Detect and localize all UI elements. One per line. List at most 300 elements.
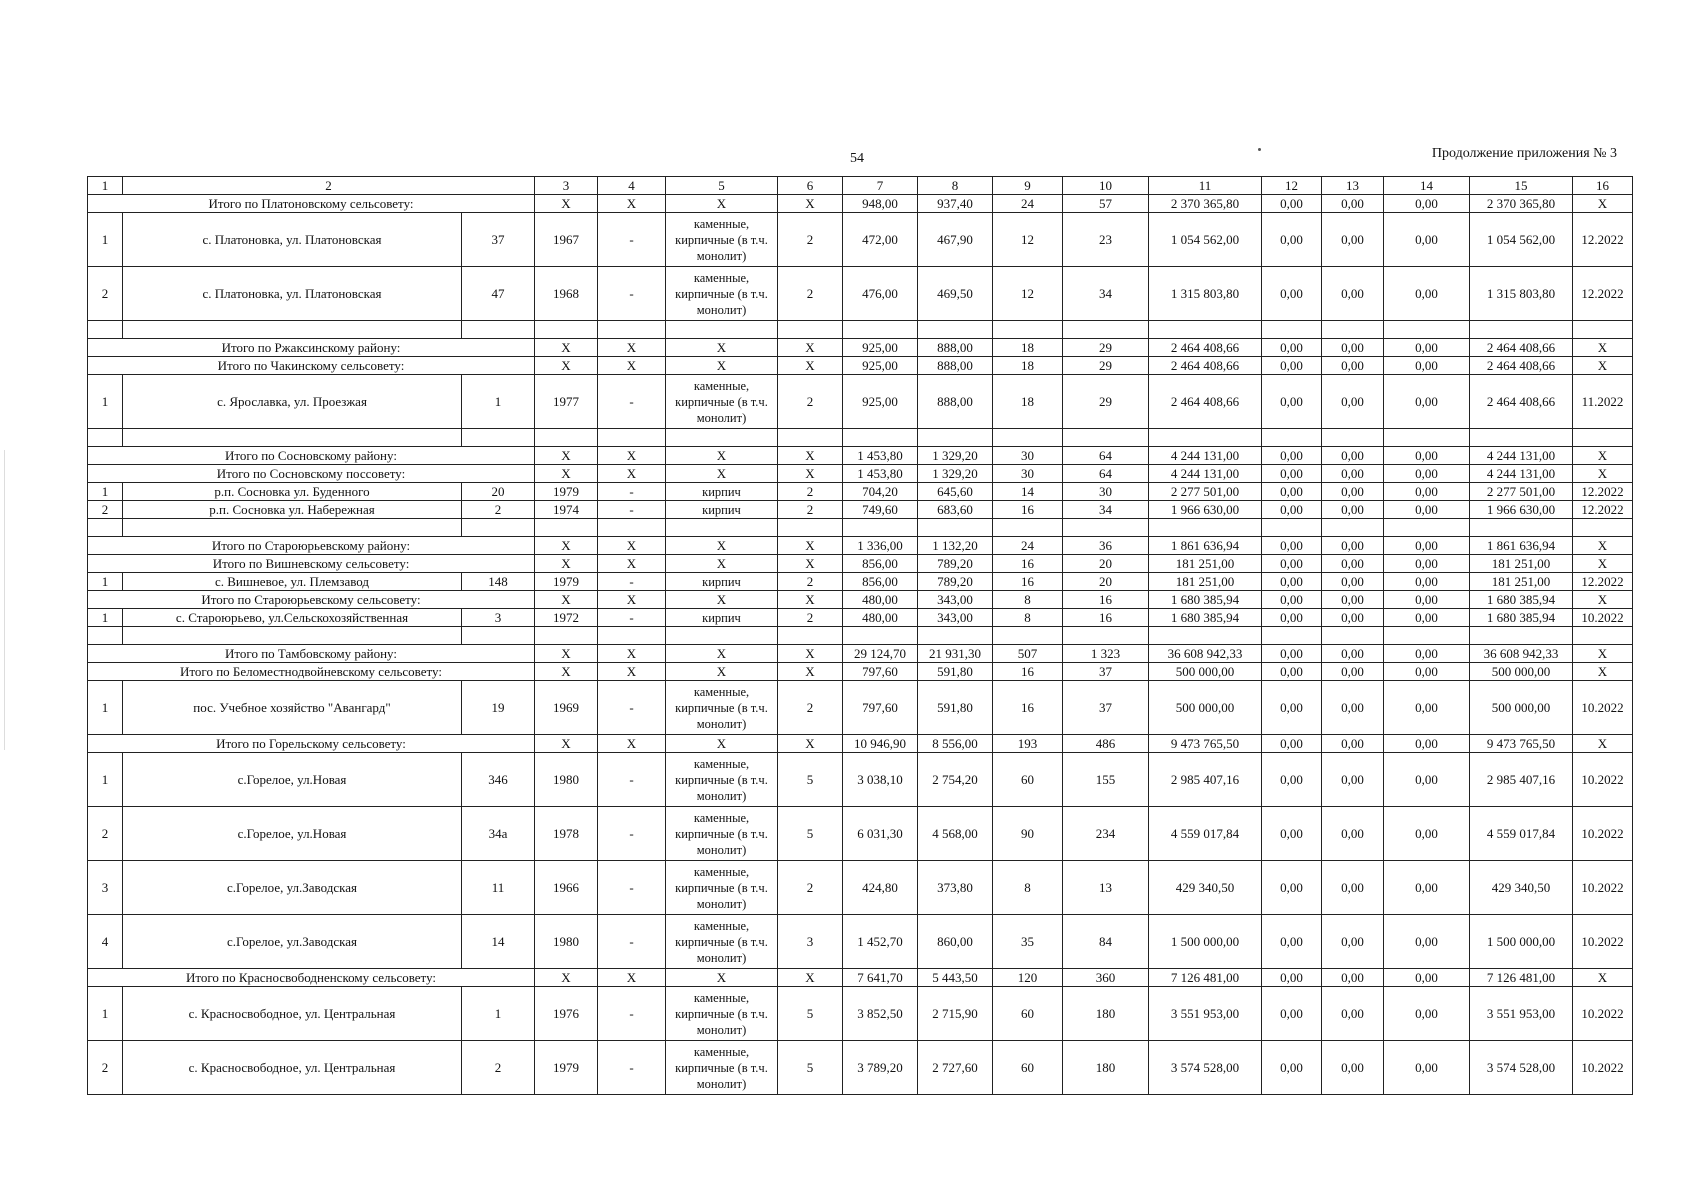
cell-c7: 797,60 [843,663,918,681]
cell-c9: 16 [993,681,1063,735]
building-row [88,213,1633,267]
cell-c15: 500 000,00 [1470,663,1573,681]
cell-c9: 60 [993,1041,1063,1095]
cell-c12: 0,00 [1262,753,1322,807]
column-number: 3 [535,177,598,195]
cell-c6: 5 [778,807,843,861]
cell-c13: 0,00 [1322,645,1384,663]
address: с. Платоновка, ул. Платоновская [123,267,462,321]
cell-c8: 937,40 [918,195,993,213]
cell-c13: 0,00 [1322,483,1384,501]
cell-c12: 0,00 [1262,915,1322,969]
cell-c16: 12.2022 [1573,213,1633,267]
column-number: 15 [1470,177,1573,195]
house-number: 1 [462,987,535,1041]
cell-c10: 16 [1063,609,1149,627]
year-built: 1980 [535,753,598,807]
cell-c15: 181 251,00 [1470,555,1573,573]
empty-cell [778,429,843,447]
cell-c15: 36 608 942,33 [1470,645,1573,663]
empty-cell [1573,627,1633,645]
empty-cell [1470,627,1573,645]
cell-c11: 500 000,00 [1149,663,1262,681]
empty-cell [843,321,918,339]
year-built: 1976 [535,987,598,1041]
cell-c7: 1 453,80 [843,447,918,465]
wall-material: каменные, кирпичные (в т.ч. монолит) [666,915,778,969]
cell-c6: 5 [778,753,843,807]
subtotal-label: Итого по Вишневскому сельсовету: [88,555,535,573]
empty-cell [1149,429,1262,447]
cell-c4: X [598,645,666,663]
wall-material: каменные, кирпичные (в т.ч. монолит) [666,861,778,915]
column-number: 5 [666,177,778,195]
cell-c9: 8 [993,591,1063,609]
cell-c11: 3 574 528,00 [1149,1041,1262,1095]
empty-cell [918,519,993,537]
cell-c6: X [778,969,843,987]
cell-c14: 0,00 [1384,915,1470,969]
wall-material: каменные, кирпичные (в т.ч. монолит) [666,375,778,429]
cell-c6: 3 [778,915,843,969]
subtotal-label: Итого по Горельскому сельсовету: [88,735,535,753]
cell-c13: 0,00 [1322,465,1384,483]
year-built: 1978 [535,807,598,861]
cell-c4: - [598,267,666,321]
cell-c7: 480,00 [843,591,918,609]
empty-cell [666,321,778,339]
cell-c13: 0,00 [1322,735,1384,753]
cell-c5: X [666,735,778,753]
empty-cell [88,627,123,645]
cell-c12: 0,00 [1262,609,1322,627]
cell-c8: 860,00 [918,915,993,969]
cell-c7: 925,00 [843,357,918,375]
cell-c8: 1 132,20 [918,537,993,555]
column-number-row [88,177,1633,195]
cell-c7: 856,00 [843,573,918,591]
cell-c8: 373,80 [918,861,993,915]
building-row [88,987,1633,1041]
cell-c3: X [535,447,598,465]
empty-cell [1262,519,1322,537]
cell-c16: 10.2022 [1573,1041,1633,1095]
wall-material: кирпич [666,609,778,627]
cell-c7: 1 453,80 [843,465,918,483]
cell-c7: 856,00 [843,555,918,573]
empty-cell [88,321,123,339]
cell-c15: 181 251,00 [1470,573,1573,591]
cell-c6: X [778,447,843,465]
empty-cell [843,519,918,537]
cell-c16: 11.2022 [1573,375,1633,429]
cell-c9: 12 [993,213,1063,267]
empty-cell [1322,429,1384,447]
cell-c4: - [598,753,666,807]
empty-cell [1149,321,1262,339]
empty-cell [598,627,666,645]
cell-c15: 1 680 385,94 [1470,609,1573,627]
wall-material: каменные, кирпичные (в т.ч. монолит) [666,213,778,267]
subtotal-row [88,537,1633,555]
address: с. Староюрьево, ул.Сельскохозяйственная [123,609,462,627]
subtotal-row [88,735,1633,753]
year-built: 1977 [535,375,598,429]
cell-c7: 704,20 [843,483,918,501]
empty-cell [598,519,666,537]
cell-c10: 37 [1063,681,1149,735]
cell-c6: X [778,555,843,573]
empty-cell [1470,519,1573,537]
cell-c14: 0,00 [1384,195,1470,213]
cell-c9: 193 [993,735,1063,753]
building-row [88,483,1633,501]
cell-c6: X [778,465,843,483]
empty-cell [993,429,1063,447]
cell-c9: 8 [993,609,1063,627]
cell-c14: 0,00 [1384,357,1470,375]
empty-cell [993,519,1063,537]
empty-cell [918,627,993,645]
empty-cell [843,429,918,447]
address: с. Вишневое, ул. Племзавод [123,573,462,591]
cell-c12: 0,00 [1262,987,1322,1041]
cell-c13: 0,00 [1322,987,1384,1041]
cell-c14: 0,00 [1384,375,1470,429]
cell-c11: 181 251,00 [1149,573,1262,591]
cell-c13: 0,00 [1322,807,1384,861]
empty-cell [1573,429,1633,447]
cell-c16: X [1573,357,1633,375]
year-built: 1979 [535,1041,598,1095]
cell-c9: 18 [993,357,1063,375]
cell-c7: 6 031,30 [843,807,918,861]
cell-c14: 0,00 [1384,753,1470,807]
cell-c15: 2 277 501,00 [1470,483,1573,501]
cell-c6: X [778,339,843,357]
cell-c12: 0,00 [1262,591,1322,609]
house-number: 19 [462,681,535,735]
cell-c10: 37 [1063,663,1149,681]
cell-c13: 0,00 [1322,591,1384,609]
cell-c14: 0,00 [1384,573,1470,591]
empty-cell [462,627,535,645]
cell-c8: 591,80 [918,663,993,681]
cell-c11: 1 966 630,00 [1149,501,1262,519]
cell-c9: 12 [993,267,1063,321]
cell-c12: 0,00 [1262,861,1322,915]
empty-cell [598,429,666,447]
empty-cell [778,627,843,645]
cell-c11: 2 464 408,66 [1149,375,1262,429]
cell-c10: 20 [1063,573,1149,591]
cell-c12: 0,00 [1262,357,1322,375]
cell-c4: - [598,501,666,519]
cell-c16: 10.2022 [1573,987,1633,1041]
cell-c14: 0,00 [1384,807,1470,861]
cell-c15: 500 000,00 [1470,681,1573,735]
cell-c3: X [535,969,598,987]
cell-c13: 0,00 [1322,681,1384,735]
empty-cell [666,519,778,537]
cell-c12: 0,00 [1262,213,1322,267]
cell-c16: X [1573,663,1633,681]
cell-c7: 29 124,70 [843,645,918,663]
cell-c8: 2 715,90 [918,987,993,1041]
scan-edge [4,450,5,750]
cell-c14: 0,00 [1384,735,1470,753]
house-number: 3 [462,609,535,627]
empty-cell [1262,627,1322,645]
cell-c15: 1 861 636,94 [1470,537,1573,555]
cell-c9: 507 [993,645,1063,663]
cell-c6: 2 [778,501,843,519]
cell-c14: 0,00 [1384,645,1470,663]
cell-c10: 34 [1063,501,1149,519]
cell-c4: - [598,1041,666,1095]
cell-c16: X [1573,969,1633,987]
cell-c9: 16 [993,663,1063,681]
cell-c10: 29 [1063,375,1149,429]
cell-c6: 2 [778,681,843,735]
cell-c7: 925,00 [843,339,918,357]
cell-c16: 12.2022 [1573,267,1633,321]
cell-c11: 2 985 407,16 [1149,753,1262,807]
cell-c14: 0,00 [1384,339,1470,357]
empty-cell [535,321,598,339]
row-number: 2 [88,267,123,321]
cell-c8: 789,20 [918,573,993,591]
cell-c4: X [598,735,666,753]
address: с. Ярославка, ул. Проезжая [123,375,462,429]
column-number: 8 [918,177,993,195]
column-number: 13 [1322,177,1384,195]
year-built: 1980 [535,915,598,969]
housing-table [87,176,1633,1095]
cell-c15: 2 464 408,66 [1470,357,1573,375]
cell-c12: 0,00 [1262,681,1322,735]
house-number: 20 [462,483,535,501]
cell-c11: 7 126 481,00 [1149,969,1262,987]
cell-c9: 16 [993,555,1063,573]
cell-c13: 0,00 [1322,1041,1384,1095]
cell-c6: 5 [778,1041,843,1095]
cell-c3: X [535,357,598,375]
empty-cell [666,429,778,447]
cell-c9: 30 [993,465,1063,483]
cell-c12: 0,00 [1262,573,1322,591]
subtotal-label: Итого по Красносвободненскому сельсовету: [88,969,535,987]
wall-material: каменные, кирпичные (в т.ч. монолит) [666,267,778,321]
cell-c15: 1 500 000,00 [1470,915,1573,969]
cell-c12: 0,00 [1262,537,1322,555]
cell-c4: X [598,339,666,357]
empty-cell [1149,627,1262,645]
empty-cell [462,519,535,537]
cell-c14: 0,00 [1384,501,1470,519]
empty-cell [1063,519,1149,537]
cell-c14: 0,00 [1384,987,1470,1041]
cell-c14: 0,00 [1384,213,1470,267]
row-number: 1 [88,753,123,807]
wall-material: кирпич [666,501,778,519]
cell-c12: 0,00 [1262,339,1322,357]
house-number: 47 [462,267,535,321]
empty-cell [462,321,535,339]
cell-c14: 0,00 [1384,447,1470,465]
row-number: 4 [88,915,123,969]
cell-c13: 0,00 [1322,537,1384,555]
cell-c10: 29 [1063,357,1149,375]
house-number: 34а [462,807,535,861]
address: пос. Учебное хозяйство "Авангард" [123,681,462,735]
cell-c4: - [598,915,666,969]
table-body [88,177,1633,1095]
cell-c4: - [598,807,666,861]
cell-c16: X [1573,555,1633,573]
cell-c15: 2 464 408,66 [1470,375,1573,429]
cell-c10: 13 [1063,861,1149,915]
empty-cell [1384,519,1470,537]
cell-c13: 0,00 [1322,501,1384,519]
cell-c7: 3 852,50 [843,987,918,1041]
cell-c9: 16 [993,573,1063,591]
column-number: 7 [843,177,918,195]
cell-c4: - [598,483,666,501]
cell-c4: X [598,591,666,609]
cell-c10: 16 [1063,591,1149,609]
cell-c12: 0,00 [1262,195,1322,213]
cell-c15: 7 126 481,00 [1470,969,1573,987]
cell-c10: 486 [1063,735,1149,753]
subtotal-row [88,969,1633,987]
empty-cell [123,519,462,537]
cell-c6: 2 [778,609,843,627]
cell-c13: 0,00 [1322,447,1384,465]
cell-c11: 36 608 942,33 [1149,645,1262,663]
cell-c13: 0,00 [1322,375,1384,429]
cell-c4: X [598,537,666,555]
building-row [88,501,1633,519]
subtotal-label: Итого по Тамбовскому району: [88,645,535,663]
cell-c7: 7 641,70 [843,969,918,987]
address: с. Красносвободное, ул. Центральная [123,1041,462,1095]
cell-c14: 0,00 [1384,591,1470,609]
cell-c5: X [666,645,778,663]
cell-c9: 60 [993,753,1063,807]
cell-c16: X [1573,339,1633,357]
cell-c10: 180 [1063,987,1149,1041]
cell-c5: X [666,339,778,357]
cell-c10: 64 [1063,447,1149,465]
empty-cell [1262,321,1322,339]
cell-c10: 57 [1063,195,1149,213]
cell-c6: X [778,591,843,609]
cell-c9: 14 [993,483,1063,501]
column-number: 11 [1149,177,1262,195]
house-number: 2 [462,501,535,519]
cell-c14: 0,00 [1384,1041,1470,1095]
subtotal-label: Итого по Староюрьевскому району: [88,537,535,555]
cell-c13: 0,00 [1322,609,1384,627]
empty-cell [778,519,843,537]
cell-c12: 0,00 [1262,735,1322,753]
cell-c4: X [598,969,666,987]
cell-c11: 1 680 385,94 [1149,609,1262,627]
cell-c11: 181 251,00 [1149,555,1262,573]
cell-c3: X [535,555,598,573]
empty-cell [918,321,993,339]
cell-c16: X [1573,447,1633,465]
column-number: 10 [1063,177,1149,195]
cell-c15: 2 464 408,66 [1470,339,1573,357]
cell-c8: 343,00 [918,591,993,609]
cell-c7: 472,00 [843,213,918,267]
address: р.п. Сосновка ул. Буденного [123,483,462,501]
empty-cell [918,429,993,447]
subtotal-row [88,465,1633,483]
cell-c5: X [666,663,778,681]
cell-c9: 35 [993,915,1063,969]
empty-cell [1063,321,1149,339]
cell-c15: 2 985 407,16 [1470,753,1573,807]
cell-c13: 0,00 [1322,555,1384,573]
subtotal-label: Итого по Ржаксинскому району: [88,339,535,357]
cell-c13: 0,00 [1322,573,1384,591]
cell-c8: 2 727,60 [918,1041,993,1095]
cell-c15: 4 244 131,00 [1470,447,1573,465]
cell-c15: 4 244 131,00 [1470,465,1573,483]
cell-c5: X [666,447,778,465]
cell-c10: 29 [1063,339,1149,357]
empty-cell [1149,519,1262,537]
row-number: 1 [88,681,123,735]
cell-c14: 0,00 [1384,483,1470,501]
cell-c14: 0,00 [1384,861,1470,915]
building-row [88,807,1633,861]
cell-c13: 0,00 [1322,861,1384,915]
house-number: 2 [462,1041,535,1095]
empty-cell [1573,321,1633,339]
cell-c8: 1 329,20 [918,465,993,483]
cell-c3: X [535,195,598,213]
cell-c16: X [1573,537,1633,555]
cell-c11: 1 861 636,94 [1149,537,1262,555]
cell-c13: 0,00 [1322,339,1384,357]
empty-cell [598,321,666,339]
row-number: 1 [88,213,123,267]
cell-c13: 0,00 [1322,357,1384,375]
column-number: 12 [1262,177,1322,195]
cell-c11: 2 464 408,66 [1149,357,1262,375]
empty-cell [462,429,535,447]
cell-c9: 60 [993,987,1063,1041]
cell-c14: 0,00 [1384,663,1470,681]
empty-cell [123,429,462,447]
empty-row [88,429,1633,447]
cell-c4: X [598,555,666,573]
empty-cell [1470,429,1573,447]
cell-c9: 24 [993,195,1063,213]
cell-c15: 1 680 385,94 [1470,591,1573,609]
cell-c10: 234 [1063,807,1149,861]
cell-c10: 360 [1063,969,1149,987]
subtotal-label: Итого по Беломестнодвойневскому сельсовету: [88,663,535,681]
cell-c15: 3 574 528,00 [1470,1041,1573,1095]
cell-c8: 467,90 [918,213,993,267]
building-row [88,375,1633,429]
year-built: 1967 [535,213,598,267]
